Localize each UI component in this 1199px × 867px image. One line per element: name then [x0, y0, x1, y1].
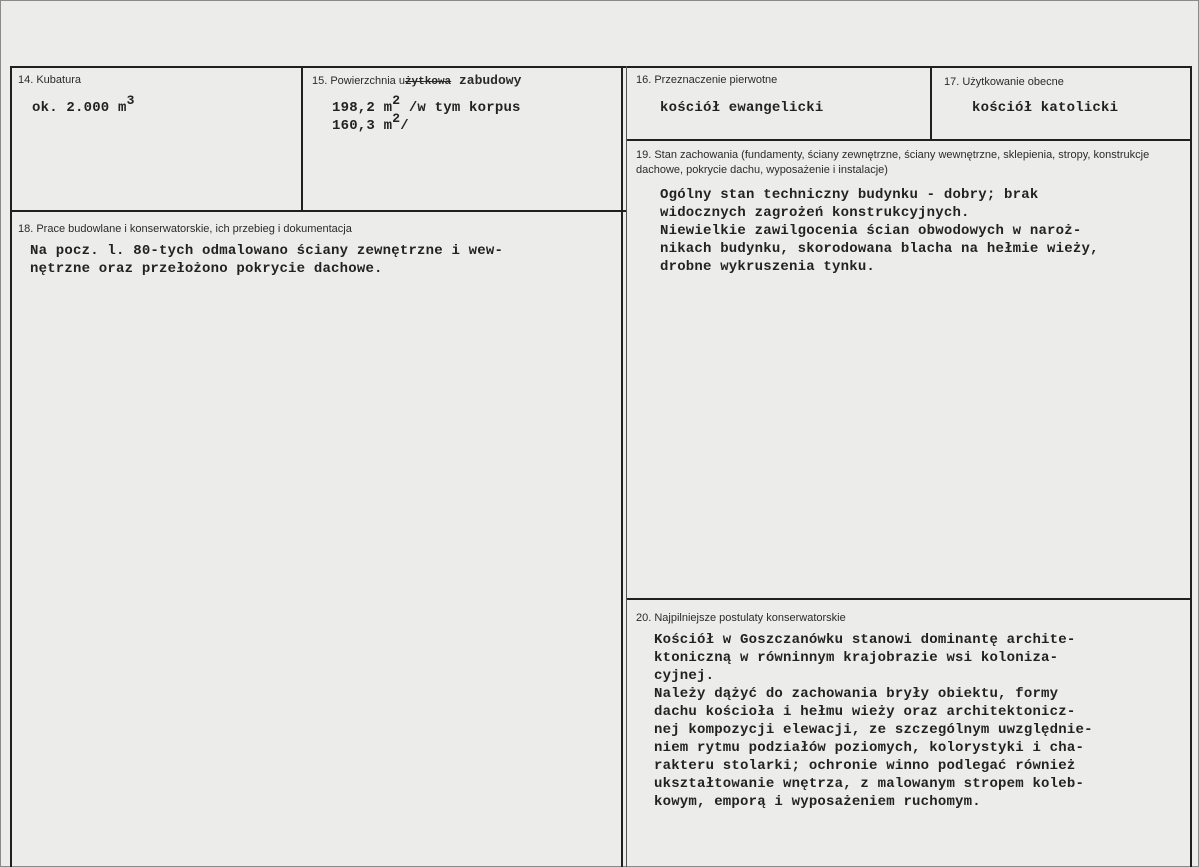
field-20-label: 20. Najpilniejsze postulaty konserwatorskie: [636, 612, 846, 624]
field-18-label: 18. Prace budowlane i konserwatorskie, ich przebieg i dokumentacja: [18, 223, 352, 235]
area-2-exponent: 2: [392, 111, 401, 126]
field-15-label-typed: zabudowy: [451, 73, 522, 88]
field-15-label-prefix: 15. Powierzchnia u: [312, 75, 405, 87]
main-divider-inner: [626, 66, 627, 867]
field-17-label: 17. Użytkowanie obecne: [944, 76, 1064, 88]
field-20-line: Kościół w Goszczanówku stanowi dominantę archite-: [654, 632, 1076, 648]
field-20-line: rakteru stolarki; ochronie winno podlegać również: [654, 758, 1076, 774]
right-rule: [1190, 66, 1192, 867]
field-20-line: dachu kościoła i hełmu wieży oraz architektonicz-: [654, 704, 1076, 720]
field-16-label: 16. Przeznaczenie pierwotne: [636, 74, 778, 86]
field-15-line-2: [332, 111, 409, 135]
field-19-line: Niewielkie zawilgocenia ścian obwodowych w naroż-: [660, 223, 1082, 239]
field-15-line-1: [332, 93, 521, 117]
area-1-exponent: 2: [392, 93, 401, 108]
field-20-line: ukształtowanie wnętrza, z malowanym stropem koleb-: [654, 776, 1085, 792]
field-14-value: [32, 93, 135, 117]
field-17-value: kościół katolicki: [972, 100, 1119, 116]
area-1-value: 198,2 m: [332, 100, 393, 116]
area-2-value: 160,3 m: [332, 118, 393, 134]
field-15-label: [312, 73, 521, 90]
field-20-line: niem rytmu podziałów poziomych, kolorystyki i cha-: [654, 740, 1085, 756]
rule-above-20: [627, 598, 1192, 600]
rule-below-14-15: [10, 210, 627, 212]
field-18-line: Na pocz. l. 80-tych odmalowano ściany zewnętrzne i wew-: [30, 243, 504, 259]
field-18-line: nętrzne oraz przełożono pokrycie dachowe.: [30, 261, 383, 277]
field-19-line: drobne wykruszenia tynku.: [660, 259, 876, 275]
left-rule: [10, 66, 12, 867]
kubatura-unit-exponent: 3: [126, 93, 135, 108]
area-1-note: /w tym korpus: [400, 100, 521, 116]
field-20-line: ktoniczną w równinnym krajobrazie wsi koloniza-: [654, 650, 1059, 666]
rule-below-16-17: [627, 139, 1192, 141]
field-20-line: Należy dążyć do zachowania bryły obiektu, formy: [654, 686, 1059, 702]
field-16-value: kościół ewangelicki: [660, 100, 824, 116]
kubatura-value: ok. 2.000 m: [32, 100, 127, 116]
field-14-label: 14. Kubatura: [18, 74, 81, 86]
divider-16-17: [930, 66, 932, 140]
field-19-label: 19. Stan zachowania (fundamenty, ściany zewnętrzne, ściany wewnętrzne, sklepienia, stropy, konstrukcje dachowe, pokrycie dachu, wyposażenie i instalacje): [636, 149, 1150, 176]
divider-14-15: [301, 66, 303, 211]
field-20-line: nej kompozycji elewacji, ze szczególnym uwzględnie-: [654, 722, 1093, 738]
main-divider: [621, 66, 623, 867]
field-19-line: nikach budynku, skorodowana blacha na hełmie wieży,: [660, 241, 1099, 257]
top-rule: [10, 66, 1192, 68]
field-15-label-struck: żytkowa: [404, 76, 452, 88]
field-20-line: cyjnej.: [654, 668, 715, 684]
field-19-line: widocznych zagrożeń konstrukcyjnych.: [660, 205, 970, 221]
area-2-note: /: [400, 118, 409, 134]
field-20-line: kowym, emporą i wyposażeniem ruchomym.: [654, 794, 981, 810]
field-19-line: Ogólny stan techniczny budynku - dobry; brak: [660, 187, 1039, 203]
